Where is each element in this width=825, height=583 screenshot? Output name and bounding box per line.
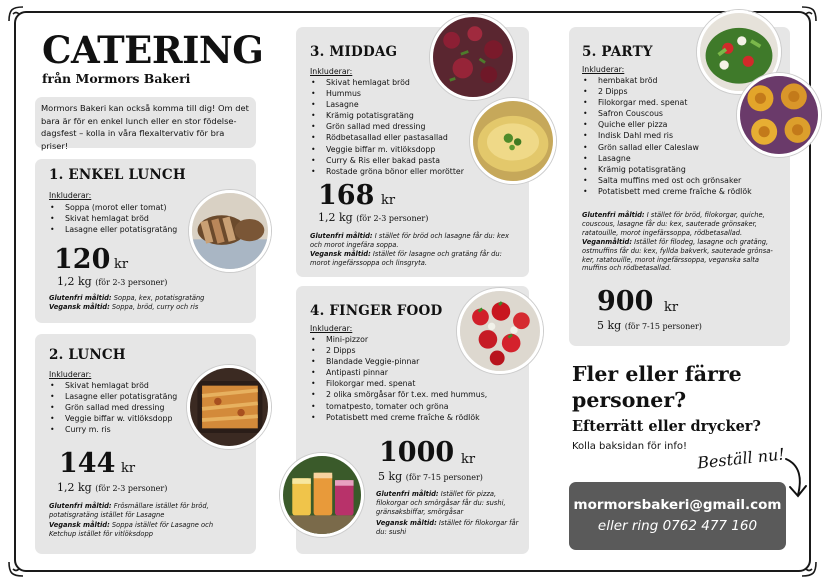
includes-label: Inkluderar: [582,65,625,74]
list-item: • Quiche eller pizza [582,119,752,130]
includes-label: Inkluderar: [49,370,92,379]
list-item: • Filokorgar med. spenat [310,378,487,389]
list-item: • Potatisbett med creme fraîche & rödlök [310,412,487,423]
list-item: • Indisk Dahl med ris [582,130,752,141]
gf-text: Istället för pizza, filokorgar och smörgåsar får du: sushi, gränsaksbiffar, smörgåsar [376,490,506,516]
vegan-text: Istället för filodeg, lasagne och gratäng, ostmuffins får du: kex, fyllda bakverk, sauterade grönsa-ker, ratatouille, morot ingefärssoppa, veganska salta muffins och rödbetasallad. [582,238,773,273]
gf-text: Frösmällare istället för bröd, potatisgratäng istället för Lasagne [49,502,209,519]
currency: kr [381,193,396,208]
package-heading: 5. PARTY [582,44,653,60]
list-item: • Antipasti pinnar [310,367,487,378]
item-list [310,77,464,177]
vegan-label: Veganmåltid: [582,238,633,246]
vegan-label: Vegansk måltid: [310,250,371,258]
weight-info [57,275,167,288]
muffin-photo [737,73,821,157]
list-item: • Skivat hemlagat bröd [49,380,177,391]
item-list [49,380,177,435]
price: 144 [59,448,116,479]
vegan-text: Soppa istället för Lasagne och Ketchup istället för vitlöksdopp [49,521,214,538]
weight: 5 kg [378,470,403,483]
order-now-text: Beställ nu! [696,444,786,473]
phone-text: eller ring 0762 477 160 [597,518,758,534]
vegan-note [49,521,234,539]
list-item: • Krämig potatisgratäng [310,110,464,121]
gf-text: I stället för bröd och lasagne får du: kex och morot ingefära soppa. [310,232,509,249]
list-item: • Soppa (morot eller tomat) [49,202,177,213]
strawberry-photo [457,288,543,374]
persons: (för 2-3 personer) [95,484,168,493]
currency: kr [114,257,129,272]
gf-label: Glutenfri måltid: [49,502,112,510]
persons: (för 2-3 personer) [356,214,429,223]
gluten-free-note [310,232,522,250]
list-item: • Grön sallad med dressing [49,402,177,413]
corner-ornament-icon [799,559,819,579]
list-item: • tomatpesto, tomater och gröna [310,401,487,412]
weight: 1,2 kg [57,481,92,494]
contact-box [569,482,786,550]
smoothie-photo [280,453,364,537]
persons: (för 2-3 personer) [95,278,168,287]
corner-ornament-icon [799,4,819,24]
list-item: • Lasagne eller potatisgratäng [49,391,177,402]
vegan-label: Vegansk måltid: [49,303,110,311]
list-item: • Salta muffins med ost och grönsaker [582,175,752,186]
persons: (för 7-15 personer) [405,473,483,482]
vegan-note [376,519,524,537]
list-item: • Lasagne [582,153,752,164]
list-item: • Filokorgar med. spenat [582,97,752,108]
cta-subheadline: Efterrätt eller drycker? [572,418,761,435]
price: 1000 [379,437,455,468]
weight-info [597,319,702,332]
list-item: • 2 Dipps [582,86,752,97]
list-item: • hembakat bröd [582,75,752,86]
currency: kr [121,461,136,476]
list-item: • Lasagne [310,99,464,110]
corner-ornament-icon [6,559,26,579]
list-item: • Grön sallad eller Caleslaw [582,142,752,153]
weight: 1,2 kg [57,275,92,288]
list-item: • Curry m. ris [49,424,177,435]
price: 120 [54,244,111,275]
list-item: • Safron Couscous [582,108,752,119]
weight-info [57,481,167,494]
list-item: • Lasagne eller potatisgratäng [49,224,177,235]
package-heading: 1. ENKEL LUNCH [49,167,186,183]
cta-info: Kolla baksidan för info! [572,441,687,452]
vegan-text: Istället för lasagne och gratäng får du: morot ingefärssoppa och linsgryta. [310,250,502,267]
list-item: • Mini-pizzor [310,334,487,345]
weight-info [378,470,483,483]
list-item: • Veggie biffar w. vitlöksdopp [49,413,177,424]
page-subtitle: från Mormors Bakeri [42,71,191,86]
gluten-free-note [376,490,524,516]
hummus-photo [470,98,556,184]
currency: kr [461,452,476,467]
intro-text: Mormors Bakeri kan också komma till dig! Om det bara är för en enkel lunch eller en stor födelse-dagsfest – kolla in våra flexaltervativ för bra priser! [35,97,256,148]
includes-label: Inkluderar: [310,67,353,76]
vegan-note [582,238,782,273]
weight: 1,2 kg [318,211,353,224]
package-heading: 4. FINGER FOOD [310,303,443,319]
weight: 5 kg [597,319,622,332]
gf-label: Glutenfri måltid: [49,294,112,302]
gluten-free-note [49,502,227,520]
persons: (för 7-15 personer) [624,322,702,331]
includes-label: Inkluderar: [49,191,92,200]
price: 168 [318,180,375,211]
item-list [49,202,177,235]
list-item: • Grön sallad med dressing [310,121,464,132]
vegan-text: Istället för filokorgar får du: sushi [376,519,519,536]
vegan-text: Soppa, bröd, curry och ris [111,303,199,311]
list-item: • 2 Dipps [310,345,487,356]
weight-info [318,211,428,224]
list-item: • Krämig potatisgratäng [582,164,752,175]
email-link[interactable]: mormorsbakeri@gmail.com [573,497,782,513]
list-item: • Veggie biffar m. vitlöksdopp [310,144,464,155]
list-item: • Hummus [310,88,464,99]
vegan-note [49,303,249,312]
cta-headline: Fler eller färre personer? [572,362,742,412]
list-item: • Skivat hemlagat bröd [49,213,177,224]
gf-text: Soppa, kex, potatisgratäng [113,294,205,302]
package-heading: 2. LUNCH [49,347,126,363]
vegan-note [310,250,522,268]
vegan-label: Vegansk måltid: [376,519,437,527]
list-item: • Rostade gröna bönor eller morötter [310,166,464,177]
gf-label: Glutenfri måltid: [582,211,645,219]
gf-label: Glutenfri måltid: [376,490,439,498]
price: 900 [597,286,654,317]
list-item: • Skivat hemlagat bröd [310,77,464,88]
gf-label: Glutenfri måltid: [310,232,373,240]
lasagne-photo [187,365,271,449]
gluten-free-note [49,294,249,303]
gluten-free-note [582,211,782,237]
page-title: CATERING [42,28,264,72]
list-item: • Blandade Veggie-pinnar [310,356,487,367]
currency: kr [664,300,679,315]
corner-ornament-icon [6,4,26,24]
list-item: • Rödbetasallad eller pastasallad [310,132,464,143]
list-item: • Curry & Ris eller bakad pasta [310,155,464,166]
beet-salad-photo [430,14,516,100]
item-list [582,75,752,197]
bread-photo [189,190,271,272]
list-item: • Potatisbett med creme fraîche & rödlök [582,186,752,197]
list-item: • 2 olika smörgåsar för t.ex. med hummus, [310,389,487,400]
includes-label: Inkluderar: [310,324,353,333]
gf-text: I stället för bröd, filokorgar, quiche, couscous, lasagne får du: kex, sauterade grönsaker, ratatouille, morot ingefärssoppa, rödbetasallad. [582,211,765,237]
vegan-label: Vegansk måltid: [49,521,110,529]
package-heading: 3. MIDDAG [310,44,398,60]
